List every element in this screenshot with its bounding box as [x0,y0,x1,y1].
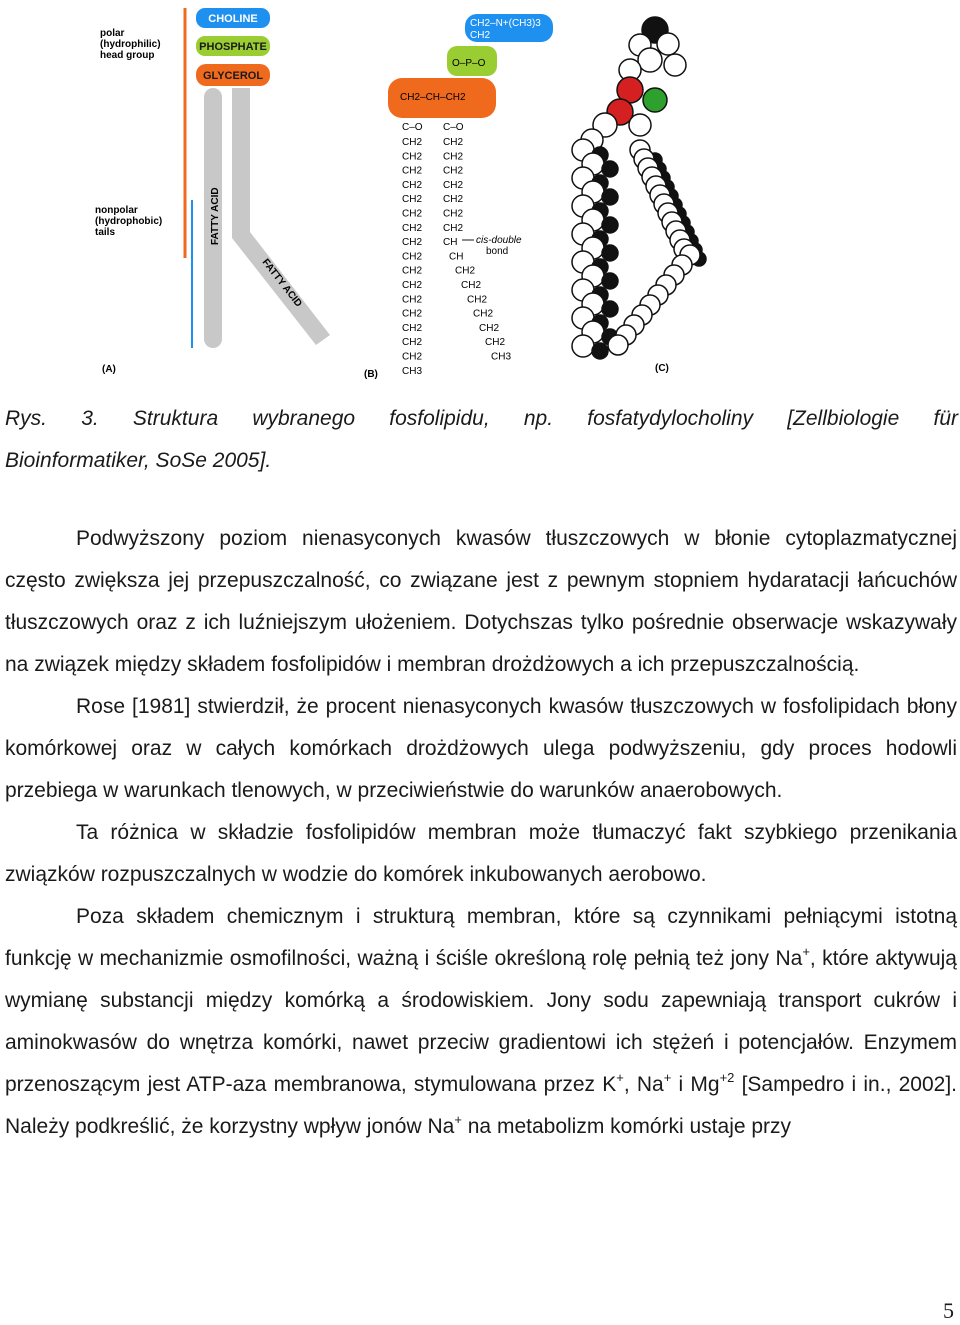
atom-sphere [592,343,608,359]
fatty-acid-tail-2 [232,88,330,345]
tail-group-label-1: nonpolar [95,205,138,216]
chain-unit: CH2 [455,265,476,277]
p4-part-b: , które aktywują wymianę substancji między komórką a środowiskiem. Jony sodu zapewniają transport cukrów i aminokwasów do wnętrza komórki, nawet przeciw gradientowi ich stężeń i potencjałów. Enzymem przenoszącym jest ATP-aza membranowa, stymulowana przez K [5,947,957,1096]
chain-unit: CH [443,237,458,249]
saturated-chain [402,137,422,377]
p4-part-f: na metabolizm komórki ustaje przy [461,1115,792,1138]
chain-unit: CH2 [402,351,423,363]
ester-group [402,122,464,133]
atom-sphere [572,335,594,357]
chain-unit: CH2 [443,208,464,220]
choline-formula-2: CH2 [470,30,491,41]
panel-b [364,14,553,380]
chain-unit: CH2 [402,280,423,291]
p4-sup-2: + [616,1070,624,1085]
chain-unit: CH2 [402,137,423,148]
chain-unit: CH2 [443,194,464,206]
tail-group-label-2: (hydrophobic) [95,216,163,227]
chain-unit: CH2 [479,322,500,334]
cis-label-2: bond [486,246,509,257]
atom-sphere [629,114,651,136]
chain-unit: CH2 [473,308,494,320]
panel-c-label: (C) [655,363,669,374]
chain-unit: CH2 [443,222,464,234]
chain-unit: CH2 [402,237,423,249]
chain-unit: CH2 [402,294,423,306]
atom-sphere [602,245,618,261]
chain-unit: CH2 [402,151,423,163]
atom-sphere [664,54,686,76]
chain-unit: CH2 [402,337,423,349]
atom-sphere [602,301,618,317]
paragraph-2: Rose [1981] stwierdził, że procent nienasyconych kwasów tłuszczowych w fosfolipidach błony komórkowej oraz w całych komórkach drożdżowych ulega podwyższeniu, gdy proces hodowli przebiega w warunkach tlenowych, w przeciwieństwie do warunków anaerobowych. [5,695,957,802]
phospholipid-figure [0,0,960,390]
p4-part-d: i Mg [671,1073,720,1096]
ester-1: C–O [402,122,423,133]
p4-sup-5: + [454,1112,462,1127]
paragraph-1: Podwyższony poziom nienasyconych kwasów tłuszczowych w błonie cytoplazmatycznej często zwiększa jej przepuszczalność, co związane jest z pewnym stopniem hydaratacji łańcuchów tłuszczowych oraz z ich luźniejszym ułożeniem. Dotychszas tylko pośrednie obserwacje wskazywały na związek między składem fosfolipidów i membran drożdżowych a ich przepuszczalnością. [5,527,957,676]
atom-sphere [657,33,679,55]
fatty-acid-label-2: FATTY ACID [259,257,304,310]
phosphate-formula: O–P–O [452,58,486,69]
chain-unit: CH2 [402,179,423,191]
chain-unit: CH2 [443,165,464,177]
cis-label-1: cis-double [476,235,522,246]
p4-part-c: , Na [623,1073,664,1096]
paragraph-4 [5,896,957,1148]
p4-part-e: [Sampedro i in., 2002]. Należy podkreślić, że korzystny wpływ jonów Na [5,1073,957,1138]
chain-unit: CH2 [485,337,506,349]
chain-unit: CH [449,251,464,263]
chain-unit: CH2 [402,251,423,263]
panel-a [95,8,330,375]
figure-caption [5,398,958,482]
chain-unit: CH2 [402,308,423,320]
glycerol-label: GLYCEROL [202,70,264,82]
page-number: 5 [943,1298,954,1323]
chain-unit: CH2 [443,137,464,148]
atom-sphere [602,161,618,177]
chain-unit: CH2 [467,294,488,306]
choline-label: CHOLINE [208,13,258,25]
chain-unit: CH2 [402,322,423,334]
atom-sphere [643,88,667,112]
caption-line-1: Rys. 3. Struktura wybranego fosfolipidu, np. fosfatydylocholiny [Zellbiologie für [5,407,958,430]
chain-unit: CH2 [461,280,482,291]
atom-sphere [602,273,618,289]
head-group-label-3: head group [100,50,155,61]
choline-formula-1: CH2–N+(CH3)3 [470,18,541,29]
atom-sphere [602,217,618,233]
chain-unit: CH3 [402,365,423,377]
ester-2: C–O [443,122,464,133]
fatty-acid-label-1: FATTY ACID [210,187,221,245]
p4-sup-3: + [663,1070,672,1085]
tail-group-label-3: tails [95,227,116,238]
p4-sup-1: + [802,944,810,959]
panel-a-label: (A) [102,364,116,375]
chain-unit: CH2 [443,179,464,191]
chain-unit: CH2 [402,194,423,206]
space-filling-model [572,17,706,359]
p4-part-a: Poza składem chemicznym i strukturą membran, które są czynnikami pełniącymi istotną funkcję w mechanizmie osmofilności, ważną i ściśle określoną rolę pełnią też jony Na [5,905,957,970]
p4-sup-4: +2 [719,1070,735,1085]
glycerol-formula: CH2–CH–CH2 [400,92,466,103]
head-group-label-2: (hydrophilic) [100,39,161,50]
phosphate-label: PHOSPHATE [199,41,267,53]
atom-sphere [602,189,618,205]
chain-unit: CH2 [402,265,423,277]
chain-unit: CH2 [443,151,464,163]
panel-c [572,17,706,374]
chain-unit: CH2 [402,208,423,220]
caption-line-2: Bioinformatiker, SoSe 2005]. [5,449,272,472]
paragraph-3: Ta różnica w składzie fosfolipidów membran może tłumaczyć fakt szybkiego przenikania związków rozpuszczalnych w wodzie do komórek inkubowanych aerobowo. [5,821,957,886]
chain-unit: CH3 [491,351,512,363]
atom-sphere [608,335,628,355]
body-text [5,518,957,1148]
head-group-label-1: polar [100,28,125,39]
panel-b-label: (B) [364,369,378,380]
chain-unit: CH2 [402,165,423,177]
chain-unit: CH2 [402,222,423,234]
